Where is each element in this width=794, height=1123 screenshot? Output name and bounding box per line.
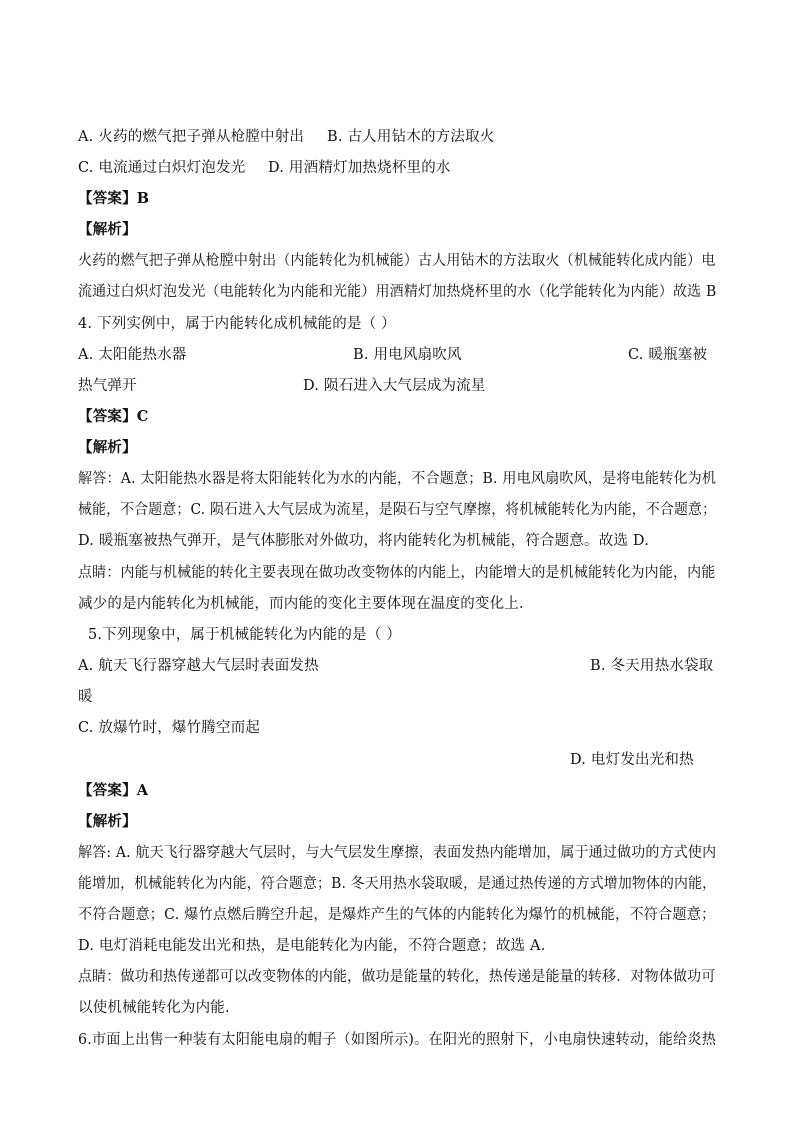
q3-option-b: B. 古人用钻木的方法取火 [327,129,495,145]
q5-analysis-label: 【解析】 [78,813,137,830]
q4-analysis-line: 械能，不合题意；C. 陨石进入大气层成为流星，是陨石与空气摩擦，将机械能转化为内能，不合题意； [78,502,717,518]
q6-stem: 6.市面上出售一种装有太阳能电扇的帽子（如图所示)。在阳光的照射下，小电扇快速转动，能给炎热 [78,1032,717,1048]
q3-option-d: D. 用酒精灯加热烧杯里的水 [268,160,451,176]
q3-option-c: C. 电流通过白炽灯泡发光 [78,160,246,176]
q4-analysis-line: 解答：A. 太阳能热水器是将太阳能转化为水的内能，不合题意；B. 用电风扇吹风，是将电能转化为机 [78,471,717,487]
q5-tip-line: 以使机械能转化为内能. [78,1000,230,1016]
q5-stem: 5.下列现象中，属于机械能转化为内能的是（ ） [88,627,402,643]
q5-option-d: D. 电灯发出光和热 [570,752,694,768]
q5-analysis-line: 能增加，机械能转化为内能，符合题意；B. 冬天用热水袋取暖，是通过热传递的方式增加物体的内能， [78,876,717,892]
q5-option-b-continued: 暖 [78,689,93,705]
q4-tip-line: 点睛：内能与机械能的转化主要表现在做功改变物体的内能上，内能增大的是机械能转化为内能，内能 [78,565,716,581]
q4-analysis-label: 【解析】 [78,439,137,456]
q3-answer: 【答案】B [78,190,150,207]
q4-option-b: B. 用电风扇吹风 [353,347,462,363]
q5-option-b: B. 冬天用热水袋取 [590,658,714,674]
q4-stem: 4. 下列实例中，属于内能转化成机械能的是（ ） [78,316,396,332]
q5-tip-line: 点睛：做功和热传递都可以改变物体的内能，做功是能量的转化，热传递是能量的转移．对物体做功可 [78,969,716,985]
q4-option-d: D. 陨石进入大气层成为流星 [303,378,486,394]
q4-option-c-continued: 热气弹开 [78,378,137,394]
q4-tip-line: 减少的是内能转化为机械能，而内能的变化主要体现在温度的变化上. [78,596,524,612]
q5-option-c: C. 放爆竹时，爆竹腾空而起 [78,720,261,736]
q3-analysis-label: 【解析】 [78,221,137,238]
q4-option-c: C. 暖瓶塞被 [628,347,708,363]
q5-analysis-line: D. 电灯消耗电能发出光和热，是电能转化为内能，不符合题意；故选 A. [78,938,546,954]
q5-analysis-line: 解答: A. 航天飞行器穿越大气层时，与大气层发生摩擦，表面发热内能增加，属于通过做功的方式使内 [78,845,717,861]
q5-answer: 【答案】A [78,782,149,799]
q4-answer: 【答案】C [78,408,149,425]
q4-analysis-line: D. 暖瓶塞被热气弹开，是气体膨胀对外做功，将内能转化为机械能，符合题意。故选 D. [78,533,650,549]
q3-analysis-line: 流通过白炽灯泡发光（电能转化为内能和光能）用酒精灯加热烧杯里的水（化学能转化为内能）故选 B [78,284,717,300]
q4-option-a: A. 太阳能热水器 [78,347,187,363]
q5-option-a: A. 航天飞行器穿越大气层时表面发热 [78,658,319,674]
q5-analysis-line: 不符合题意；C. 爆竹点燃后腾空升起，是爆炸产生的气体的内能转化为爆竹的机械能，不符合题意； [78,907,716,923]
q3-option-a: A. 火药的燃气把子弹从枪膛中射出 [78,129,305,145]
q3-analysis-line: 火药的燃气把子弹从枪膛中射出（内能转化为机械能）古人用钻木的方法取火（机械能转化成内能）电 [78,253,716,269]
